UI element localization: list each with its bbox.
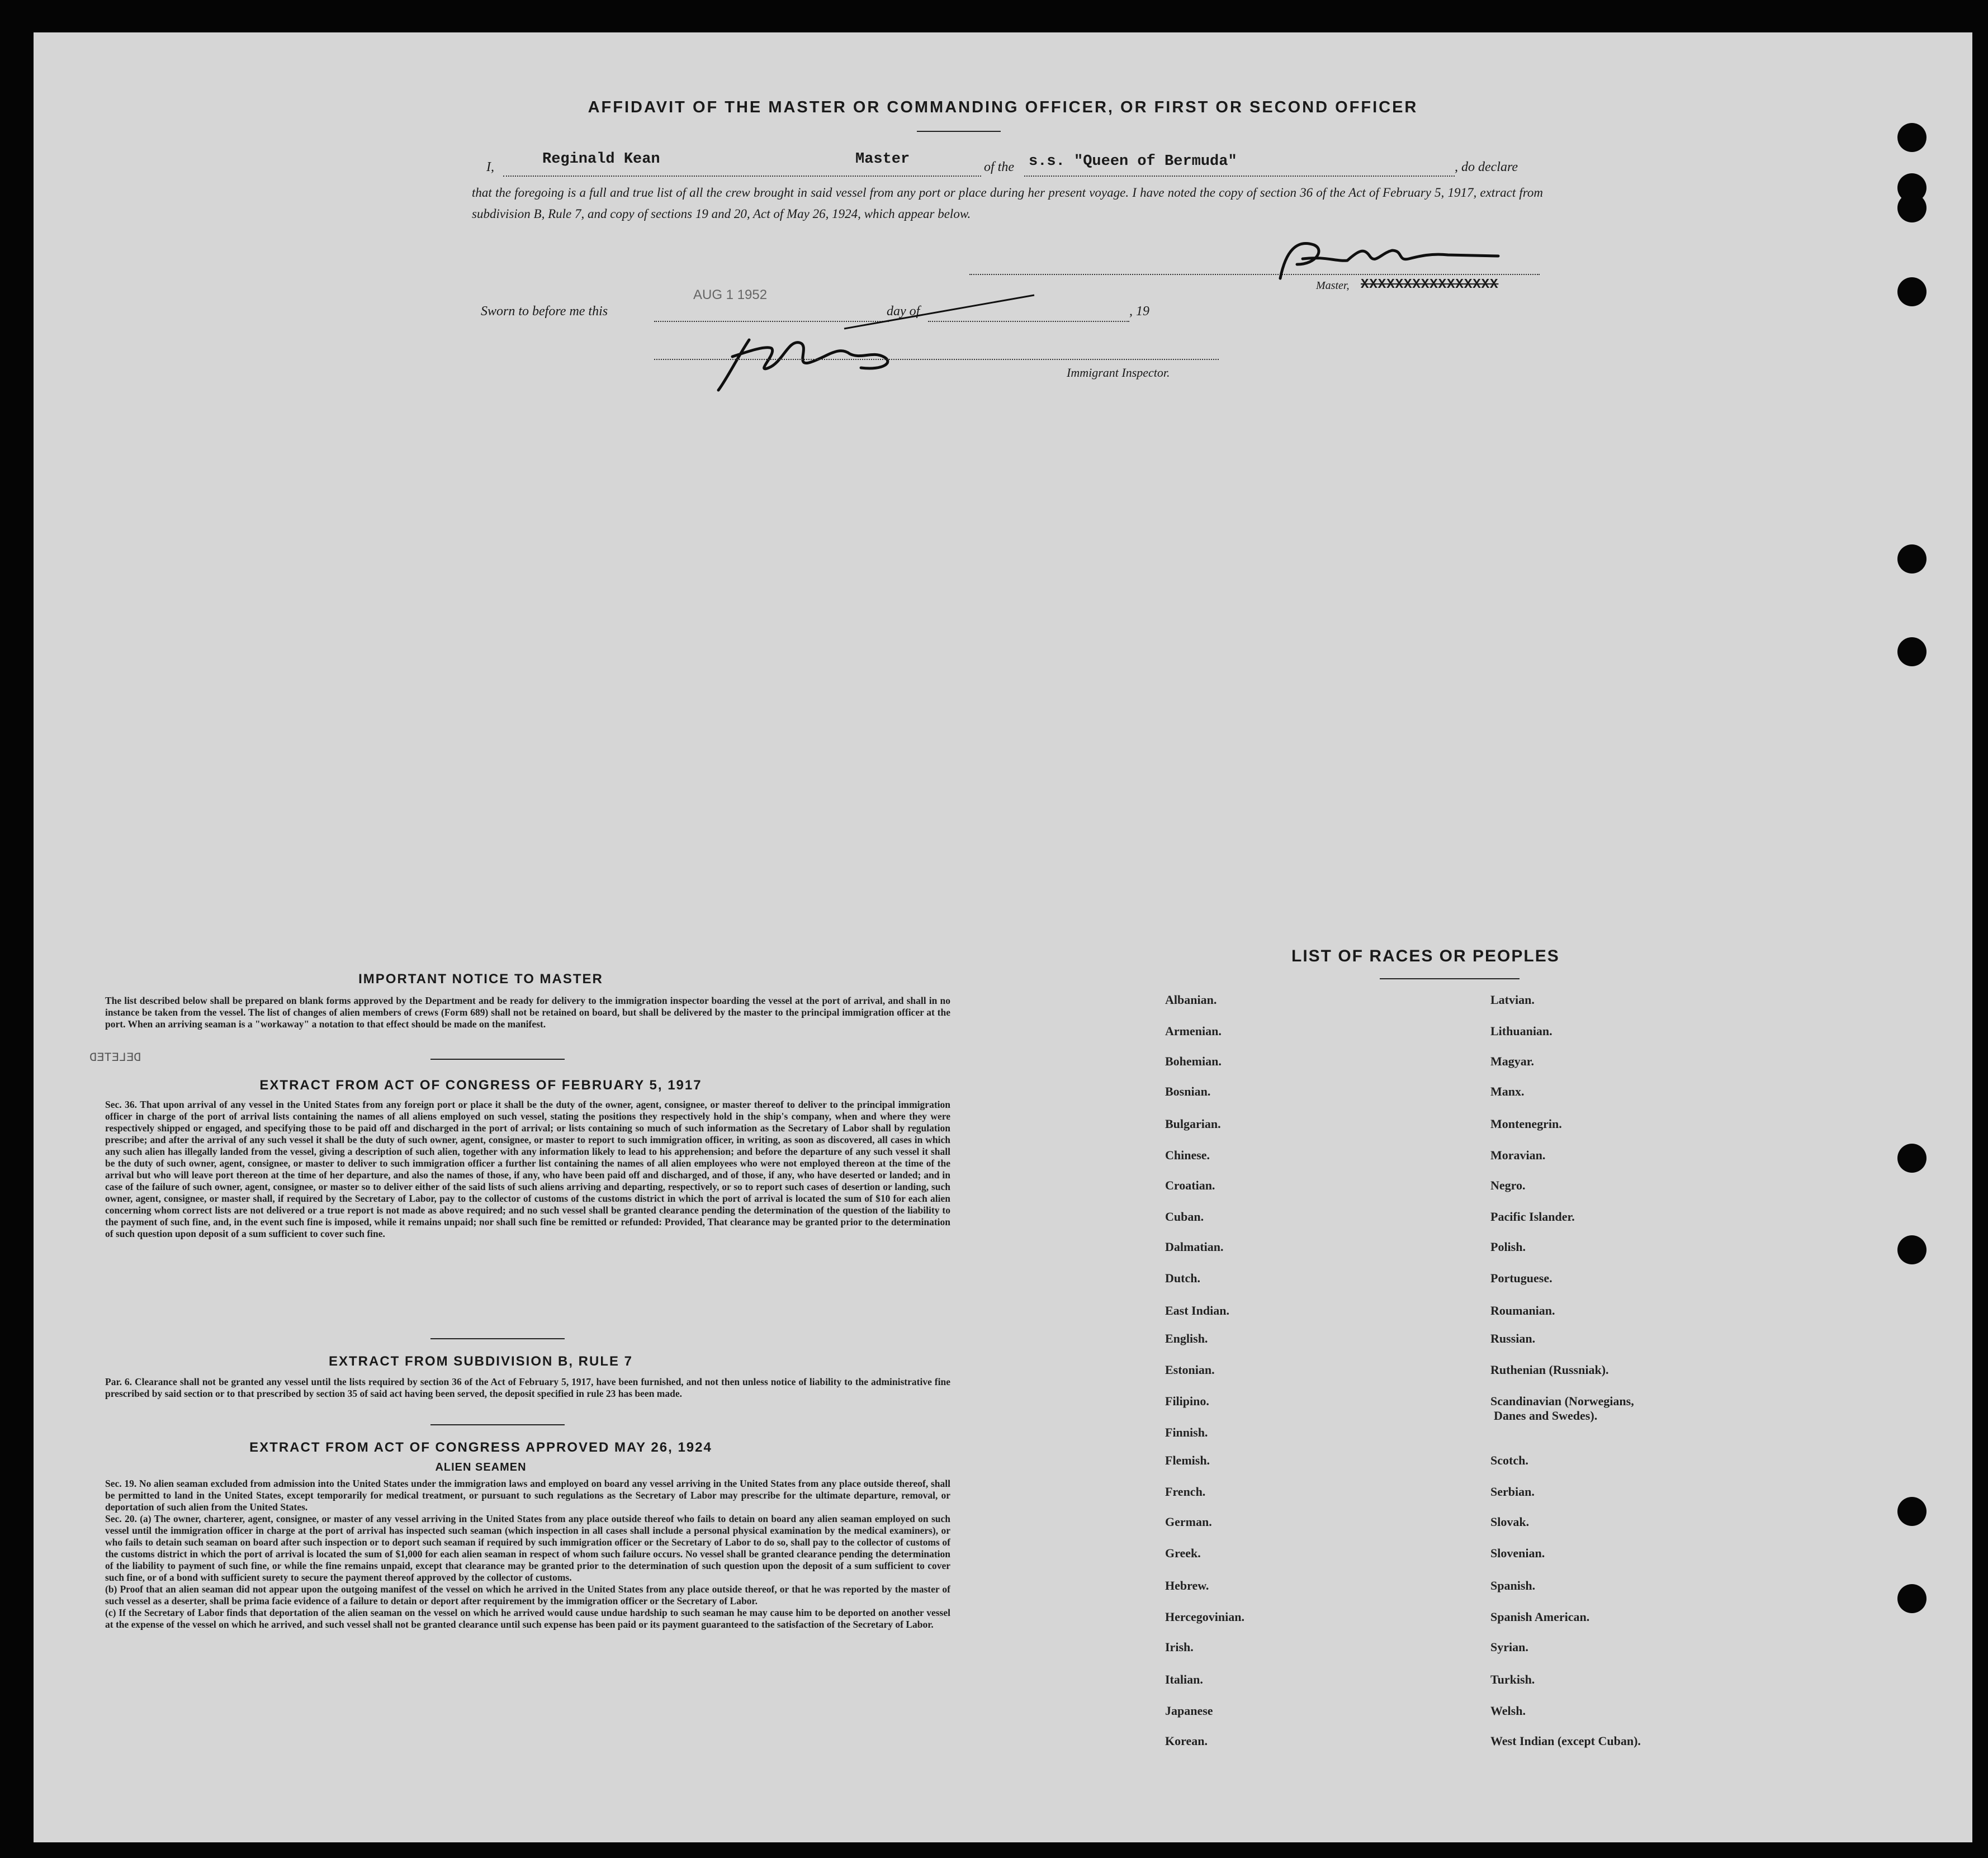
race-item: Japanese	[1165, 1704, 1213, 1718]
race-item: Hercegovinian.	[1165, 1610, 1244, 1624]
affidavit-body: that the foregoing is a full and true list of all the crew brought in said vessel from any port or place during her present voyage. I have noted the copy of section 36 of the Act of February 5, 1917, extract from subdivision B, Rule 7, and copy of sections 19 and 20, Act of May 26, 1924, which appear below.	[472, 186, 1543, 221]
race-item: Magyar.	[1490, 1054, 1535, 1068]
race-item: Welsh.	[1490, 1704, 1526, 1718]
year-label: , 19	[1129, 304, 1149, 319]
race-item: Manx.	[1490, 1084, 1525, 1098]
race-item: Russian.	[1490, 1331, 1536, 1345]
race-item: Serbian.	[1490, 1485, 1535, 1499]
date-stamp: AUG 1 1952	[693, 287, 768, 302]
race-item: German.	[1165, 1515, 1212, 1529]
race-item: French.	[1165, 1485, 1206, 1499]
sec20c-text: (c) If the Secretary of Labor finds that deportation of the alien seaman on the vessel on which he arrived would cause undue hardship to such seaman he may cause him to be deported on another vessel at the expense of the vessel on which he arrived, and such vessel shall not be granted clearance until such expense has been paid or its payment guaranteed to the satisfaction of the Secretary of Labor.	[105, 1607, 950, 1630]
notice-title: IMPORTANT NOTICE TO MASTER	[358, 971, 603, 987]
race-item: Roumanian.	[1490, 1304, 1555, 1317]
day-of-label: day of	[887, 304, 920, 319]
race-item: Ruthenian (Russniak).	[1490, 1363, 1609, 1377]
affidavit-title: AFFIDAVIT OF THE MASTER OR COMMANDING OFFICER, OR FIRST OR SECOND OFFICER	[588, 98, 1418, 116]
race-item: Slovenian.	[1490, 1546, 1545, 1560]
inspector-label: Immigrant Inspector.	[1067, 366, 1170, 380]
race-item: Dutch.	[1165, 1271, 1200, 1285]
do-declare-label: , do declare	[1455, 160, 1518, 174]
master-rank: Master	[855, 151, 910, 168]
race-item: Negro.	[1490, 1178, 1526, 1192]
sworn-label: Sworn to before me this	[481, 304, 608, 319]
race-item: Scandinavian (Norwegians,	[1490, 1394, 1634, 1408]
alien-seamen-subtitle: ALIEN SEAMEN	[435, 1461, 527, 1473]
race-item: Armenian.	[1165, 1024, 1222, 1038]
race-item: Cuban.	[1165, 1210, 1204, 1224]
extract-1917-title: EXTRACT FROM ACT OF CONGRESS OF FEBRUARY 5, 1917	[259, 1078, 702, 1093]
i-label: I,	[486, 160, 494, 174]
races-title: LIST OF RACES OR PEOPLES	[1291, 947, 1560, 965]
of-the-label: of the	[984, 160, 1014, 174]
race-item: Bohemian.	[1165, 1054, 1222, 1068]
race-item: Portuguese.	[1490, 1271, 1552, 1285]
punch-hole	[1897, 544, 1927, 573]
race-item: Lithuanian.	[1490, 1024, 1552, 1038]
struck-text: XXXXXXXXXXXXXXXX	[1361, 277, 1499, 292]
punch-hole	[1897, 1584, 1927, 1613]
race-item: Hebrew.	[1165, 1579, 1209, 1592]
race-item: Spanish.	[1490, 1579, 1536, 1592]
punch-hole	[1897, 637, 1927, 666]
extract-1924-body	[105, 1478, 950, 1631]
extract-rule7-text: Par. 6. Clearance shall not be granted any vessel until the lists required by section 36 of the Act of February 5, 1917, have been furnished, and not then unless notice of liability to the administrative fine prescribed by said section or to that prescribed by section 35 of said act having been served, the deposit specified in rule 23 has been made.	[105, 1376, 950, 1399]
race-item: Albanian.	[1165, 993, 1217, 1007]
race-item: Irish.	[1165, 1640, 1194, 1654]
punch-hole	[1897, 1497, 1927, 1526]
sec20b-text: (b) Proof that an alien seaman did not appear upon the outgoing manifest of the vessel on which he arrived in the United States from any place outside thereof, or that he was reported by the master of such vessel as a deserter, shall be prima facie evidence of a failure to detain or deport after requirement by the immigration officer or the Secretary of Labor.	[105, 1584, 950, 1606]
punch-hole	[1897, 277, 1927, 306]
sec20a-text: Sec. 20. (a) The owner, charterer, agent, consignee, or master of any vessel arriving in the United States from any place outside thereof who fails to detain on board any alien seaman employed on such vessel until the immigration officer in charge at the port of arrival has inspected such seaman (which inspection in all cases shall include a personal physical examination by the medical examiners), or who fails to detain such seaman on board after such inspection or to deport such seaman if required by such immigration officer or the Secretary of Labor to do so, shall pay to the collector of customs of the customs district in which the port of arrival is located the sum of $1,000 for each alien seaman in respect of whom such failure occurs. No vessel shall be granted clearance pending the determination of the liability to payment of such fine, or while the fine remains unpaid, except that clearance may be granted prior to the determination of such question upon the deposit of a sum sufficient to cover such fine, or of a bond with sufficient surety to secure the payment thereof approved by the collector of customs.	[105, 1513, 950, 1583]
race-item: Greek.	[1165, 1546, 1201, 1560]
race-item: East Indian.	[1165, 1304, 1229, 1317]
master-sig-label: Master,	[1316, 279, 1350, 292]
deleted-stamp: DELETED	[89, 1051, 141, 1065]
race-item: Croatian.	[1165, 1178, 1215, 1192]
race-item: Chinese.	[1165, 1148, 1210, 1162]
document-page	[34, 32, 1972, 1842]
race-item: Latvian.	[1490, 993, 1535, 1007]
race-item: Pacific Islander.	[1490, 1210, 1575, 1224]
race-item: Estonian.	[1165, 1363, 1215, 1377]
race-item: Spanish American.	[1490, 1610, 1590, 1624]
race-item: Bosnian.	[1165, 1084, 1211, 1098]
race-item: Finnish.	[1165, 1425, 1208, 1439]
punch-hole	[1897, 1144, 1927, 1173]
punch-hole	[1897, 123, 1927, 152]
race-item: Bulgarian.	[1165, 1117, 1221, 1131]
race-item: Korean.	[1165, 1734, 1208, 1748]
race-item: Moravian.	[1490, 1148, 1546, 1162]
title-rule	[917, 131, 1001, 132]
vessel-name: s.s. "Queen of Bermuda"	[1029, 153, 1237, 170]
sec19-text: Sec. 19. No alien seaman excluded from admission into the United States under the immigration laws and employed on board any vessel arriving in the United States from any place outside thereof, shall be permitted to land in the United States, except temporarily for medical treatment, or pursuant to such regulations as the Secretary of Labor may prescribe for the ultimate departure, removal, or deportation of such alien from the United States.	[105, 1478, 950, 1513]
notice-text: The list described below shall be prepared on blank forms approved by the Department and be ready for delivery to the immigration inspector boarding the vessel at the port of arrival, and shall in no instance be taken from the vessel. The list of changes of alien members of crews (Form 689) shall not be retained on board, but shall be delivered by the master to the principal immigration officer at the port. When an arriving seaman is a "workaway" a notation to that effect should be made on the manifest.	[105, 995, 950, 1030]
extract-1924-title: EXTRACT FROM ACT OF CONGRESS APPROVED MAY 26, 1924	[249, 1440, 712, 1455]
race-item: Scotch.	[1490, 1453, 1528, 1467]
extract-rule7-title: EXTRACT FROM SUBDIVISION B, RULE 7	[328, 1354, 633, 1369]
race-item: Italian.	[1165, 1672, 1203, 1686]
race-item: English.	[1165, 1331, 1208, 1345]
race-item: Slovak.	[1490, 1515, 1530, 1529]
race-item: Danes and Swedes).	[1494, 1409, 1598, 1423]
race-item: Dalmatian.	[1165, 1240, 1224, 1254]
race-item: Polish.	[1490, 1240, 1526, 1254]
race-item: Flemish.	[1165, 1453, 1210, 1467]
race-item: Turkish.	[1490, 1672, 1535, 1686]
race-item: Montenegrin.	[1490, 1117, 1562, 1131]
extract-1917-text: Sec. 36. That upon arrival of any vessel in the United States from any foreign port or place it shall be the duty of the owner, agent, consignee, or master thereof to deliver to the principal immigration officer in charge of the port of arrival lists containing the names of all aliens employed on such vessel, stating the positions they respectively hold in the ship's company, when and where they were respectively shipped or engaged, and specifying those to be paid off and discharged in the port of arrival; or lists containing so much of such information as the Secretary of Labor shall by regulation prescribe; and after the arrival of any such vessel it shall be the duty of such owner, agent, consignee, or master to report to such immigration officer, in writing, as soon as discovered, all cases in which any such alien has illegally landed from the vessel, giving a description of such alien, together with any information likely to lead to his apprehension; and before the departure of any such vessel it shall be the duty of such owner, agent, consignee, or master to deliver to such immigration officer a further list containing the names of all alien employees who were not employed thereon at the time of the arrival but who will leave port thereon at the time of her departure, and also the names of those, if any, who have been paid off and discharged, and of those, if any, who have deserted or landed; and in case of the failure of such owner, agent, consignee, or master so to deliver either of the said lists of such aliens arriving and departing, respectively, or so to report such cases of desertion or landing, such owner, agent, consignee, or master shall, if required by the Secretary of Labor, pay to the collector of customs of the customs district in which the port of arrival is located the sum of $10 for each alien concerning whom correct lists are not delivered or a true report is not made as above required; and no such vessel shall be granted clearance pending the determination of the question of the liability to the payment of such fine, and, in the event such fine is imposed, while it remains unpaid; nor shall such fine be remitted or refunded: Provided, That clearance may be granted prior to the determination of such question upon deposit of a sum sufficient to cover such fine.	[105, 1099, 950, 1239]
punch-hole	[1897, 1235, 1927, 1264]
master-name: Reginald Kean	[542, 151, 660, 168]
race-item: West Indian (except Cuban).	[1490, 1734, 1641, 1748]
race-item: Syrian.	[1490, 1640, 1528, 1654]
punch-hole	[1897, 193, 1927, 222]
race-item: Filipino.	[1165, 1394, 1209, 1408]
